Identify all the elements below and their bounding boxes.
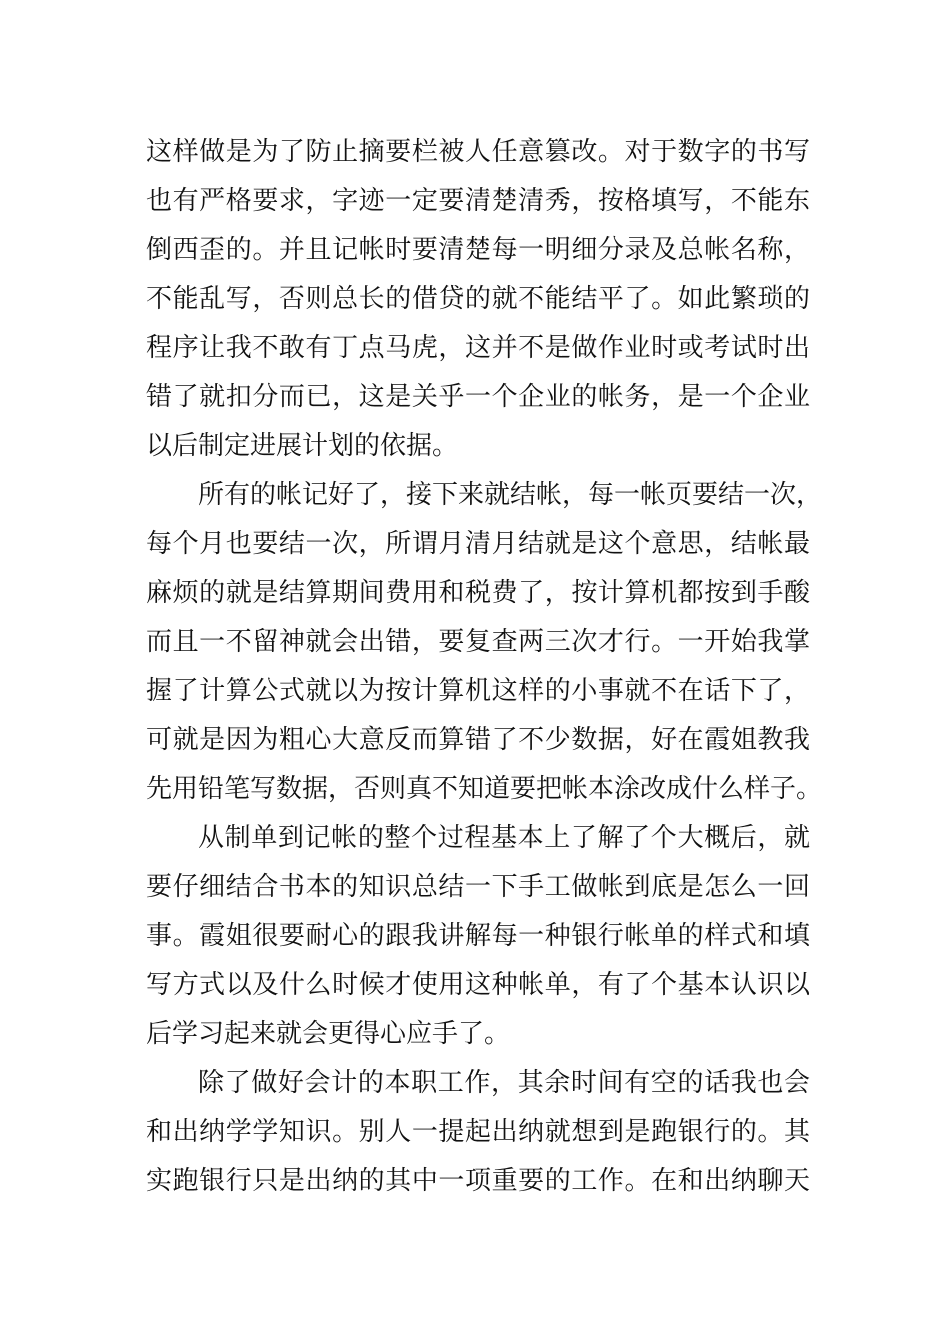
text-line: 不能乱写，否则总长的借贷的就不能结平了。如此繁琐的 <box>146 284 810 314</box>
text-line: 也有严格要求，字迹一定要清楚清秀，按格填写，不能东 <box>146 186 810 216</box>
text-line: 可就是因为粗心大意反而算错了不少数据，好在霞姐教我 <box>146 725 810 755</box>
text-line: 后学习起来就会更得心应手了。 <box>146 1019 511 1049</box>
text-line: 实跑银行只是出纳的其中一项重要的工作。在和出纳聊天 <box>146 1166 810 1196</box>
text-line: 以后制定进展计划的依据。 <box>146 431 459 461</box>
text-line: 麻烦的就是结算期间费用和税费了，按计算机都按到手酸 <box>146 578 810 608</box>
text-line: 先用铅笔写数据，否则真不知道要把帐本涂改成什么样子。 <box>146 774 823 804</box>
text-line: 而且一不留神就会出错，要复查两三次才行。一开始我掌 <box>146 627 810 657</box>
body-text <box>146 128 823 1206</box>
text-line: 所有的帐记好了，接下来就结帐，每一帐页要结一次， <box>198 480 823 510</box>
text-line: 写方式以及什么时候才使用这种帐单，有了个基本认识以 <box>146 970 810 1000</box>
text-line: 从制单到记帐的整个过程基本上了解了个大概后，就 <box>198 823 810 853</box>
text-line: 程序让我不敢有丁点马虎，这并不是做作业时或考试时出 <box>146 333 810 363</box>
text-line: 倒西歪的。并且记帐时要清楚每一明细分录及总帐名称， <box>146 235 810 265</box>
text-line: 握了计算公式就以为按计算机这样的小事就不在话下了， <box>146 676 810 706</box>
text-line: 事。霞姐很要耐心的跟我讲解每一种银行帐单的样式和填 <box>146 921 810 951</box>
text-line: 要仔细结合书本的知识总结一下手工做帐到底是怎么一回 <box>146 872 810 902</box>
text-line: 和出纳学学知识。别人一提起出纳就想到是跑银行的。其 <box>146 1117 810 1147</box>
text-line: 每个月也要结一次，所谓月清月结就是这个意思，结帐最 <box>146 529 810 559</box>
text-line: 除了做好会计的本职工作，其余时间有空的话我也会 <box>198 1068 810 1098</box>
text-line: 错了就扣分而已，这是关乎一个企业的帐务，是一个企业 <box>146 382 810 412</box>
text-line: 这样做是为了防止摘要栏被人任意篡改。对于数字的书写 <box>146 137 810 167</box>
